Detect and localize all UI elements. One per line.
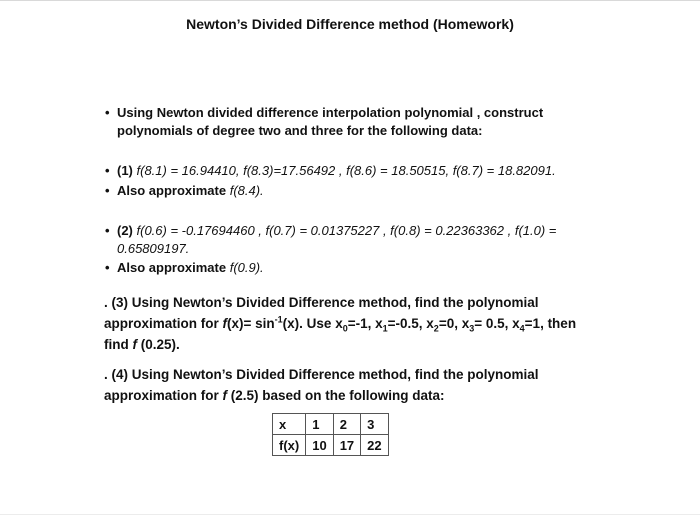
data-table [272, 413, 389, 456]
table-cell: 10 [306, 435, 333, 456]
table-cell: 22 [361, 435, 388, 456]
bullet-dot-icon: • [105, 105, 110, 120]
s3-line-2: approximation for $f(x)= \sin^{-1}(x)$. Use $x_0=-1$, $x_1=-0.5$, $x_2=0$, $x_3= 0.5$, $x_4=1$, then [104, 314, 577, 334]
table-cell: 1 [306, 414, 333, 435]
page-title: Newton’s Divided Difference method (Homework) [186, 16, 514, 32]
q1-also-text: Also approximate [117, 183, 230, 198]
q2-data-line-1: f(0.6) = -0.17694460 , f(0.7) = 0.01375227 , f(0.8) = 0.22363362 , f(1.0) = [136, 223, 557, 238]
q1-also-value: f(8.4). [229, 183, 264, 198]
q2-label: (2) [117, 223, 137, 238]
s3-line-3: find f (0.25). [104, 337, 180, 352]
table-cell: 17 [333, 435, 360, 456]
bullet-dot-icon: • [105, 163, 110, 178]
section-4 [104, 364, 604, 406]
bullet-dot-icon: • [105, 183, 110, 198]
table-cell: 3 [361, 414, 388, 435]
table-row [273, 414, 389, 435]
q1-label: (1) [117, 163, 137, 178]
section-3 [104, 292, 604, 355]
q1-data: f(8.1) = 16.94410, f(8.3)=17.56492 , f(8.6) = 18.50515, f(8.7) = 18.82091. [136, 163, 556, 178]
top-divider [0, 0, 700, 1]
q2-also-bullet [105, 259, 587, 277]
bullet-dot-icon: • [105, 260, 110, 275]
s3-line-1: . (3) Using Newton’s Divided Difference method, find the polynomial [104, 295, 539, 310]
table-cell: f(x) [273, 435, 306, 456]
q1-bullet [105, 162, 617, 180]
s4-line-1: . (4) Using Newton’s Divided Difference method, find the polynomial [104, 367, 539, 382]
table-cell: x [273, 414, 306, 435]
table-cell: 2 [333, 414, 360, 435]
q2-also-text: Also approximate [117, 260, 230, 275]
q2-bullet [105, 222, 617, 258]
intro-bullet [105, 104, 587, 140]
s4-line-2: approximation for f (2.5) based on the following data: [104, 388, 445, 403]
table-row [273, 435, 389, 456]
q2-also-value: f(0.9). [229, 260, 264, 275]
bullet-dot-icon: • [105, 223, 110, 238]
q2-data-line-2: 0.65809197. [117, 241, 190, 256]
intro-line-2: polynomials of degree two and three for the following data: [117, 123, 483, 138]
intro-line-1: Using Newton divided difference interpolation polynomial , construct [117, 105, 544, 120]
q1-also-bullet [105, 182, 587, 200]
